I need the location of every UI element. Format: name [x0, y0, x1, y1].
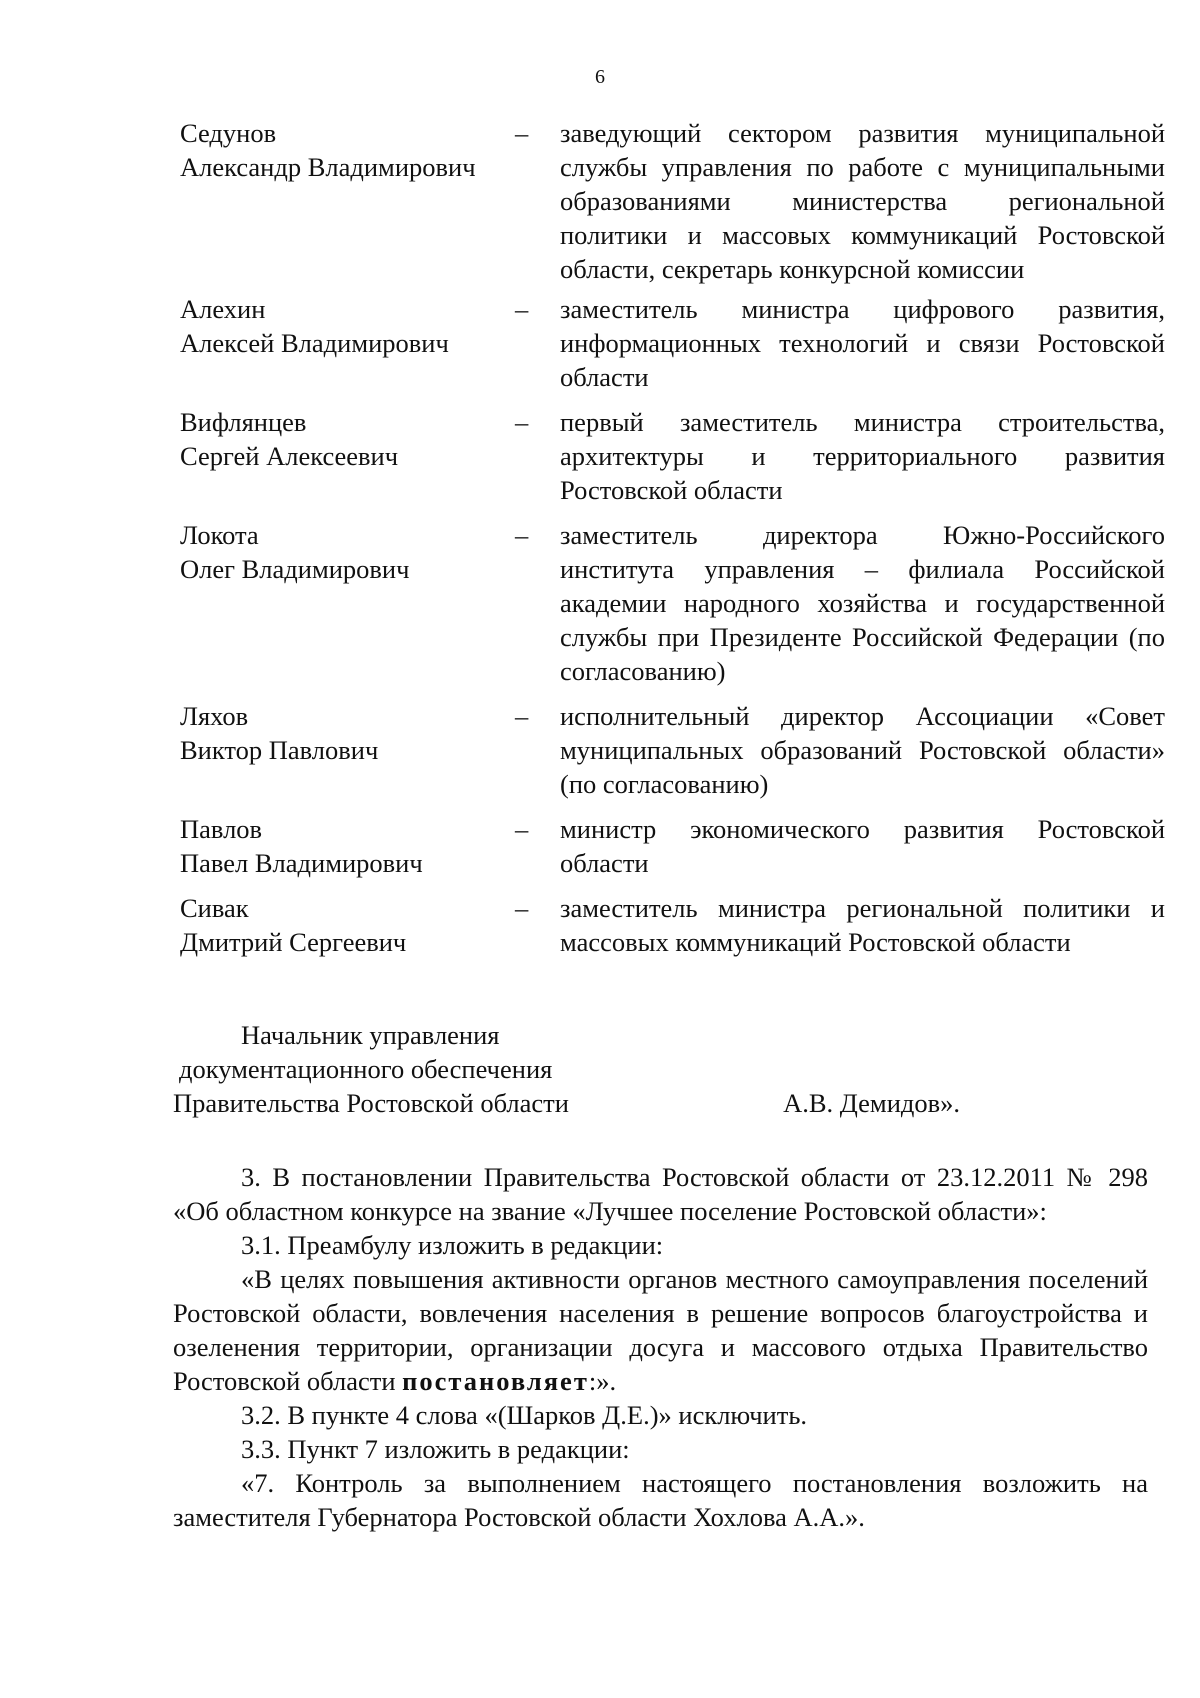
signature-title-line1: Начальник управления: [241, 1020, 500, 1050]
member-row: [180, 405, 1170, 507]
member-name: [180, 405, 515, 507]
paragraph-preamble: [173, 1262, 1148, 1398]
signature-title-line3: Правительства Ростовской области: [173, 1088, 569, 1118]
member-surname: Седунов: [180, 118, 277, 148]
member-row: [180, 518, 1170, 688]
member-position: исполнительный директор Ассоциации «Совет муниципальных образований Ростовской области» (по согласованию): [560, 701, 1165, 799]
dash: –: [515, 407, 529, 437]
member-given-name: Олег Владимирович: [180, 554, 410, 584]
dash: –: [515, 520, 529, 550]
signature-title-line2: документационного обеспечения: [179, 1054, 553, 1084]
paragraph-3-2: 3.2. В пункте 4 слова «(Шарков Д.Е.)» исключить.: [241, 1400, 808, 1430]
paragraph-3-3: 3.3. Пункт 7 изложить в редакции:: [241, 1434, 630, 1464]
member-name: [180, 812, 515, 880]
member-surname: Локота: [180, 520, 259, 550]
paragraph-7: «7. Контроль за выполнением настоящего постановления возложить на заместителя Губернатора Ростовской области Хохлова А.А.».: [173, 1468, 1148, 1532]
member-row: [180, 699, 1170, 801]
member-name: [180, 116, 515, 286]
paragraph-3: 3. В постановлении Правительства Ростовской области от 23.12.2011 № 298 «Об областном конкурсе на звание «Лучшее поселение Ростовской области»:: [173, 1162, 1148, 1226]
member-name: [180, 518, 515, 688]
member-position: министр экономического развития Ростовской области: [560, 814, 1165, 878]
member-row: [180, 891, 1170, 959]
member-given-name: Сергей Алексеевич: [180, 441, 399, 471]
member-name: [180, 292, 515, 394]
member-row: [180, 812, 1170, 880]
member-given-name: Виктор Павлович: [180, 735, 379, 765]
member-surname: Вифлянцев: [180, 407, 307, 437]
member-position: заместитель директора Южно-Российского института управления – филиала Российской академии народного хозяйства и государственной службы при Президенте Российской Федерации (по согласованию): [560, 520, 1165, 686]
preamble-text: «В целях повышения активности органов местного самоуправления поселений Ростовской области, вовлечения населения в решение вопросов благоустройства и озеленения территории, организации досуга и массового отдыха Правительство Ростовской области: [173, 1264, 1148, 1396]
dash: –: [515, 294, 529, 324]
member-name: [180, 699, 515, 801]
member-name: [180, 891, 515, 959]
member-given-name: Дмитрий Сергеевич: [180, 927, 407, 957]
member-row: [180, 292, 1170, 394]
page-number: 6: [595, 66, 605, 88]
document-body: [173, 1160, 1148, 1534]
signature-block: [173, 1018, 1053, 1120]
signature-row: [173, 1086, 1053, 1120]
member-position: заведующий сектором развития муниципальной службы управления по работе с муниципальными образованиями министерства региональной политики и массовых коммуникаций Ростовской области, секретарь конкурсной комиссии: [560, 118, 1165, 284]
dash: –: [515, 814, 529, 844]
dash: –: [515, 893, 529, 923]
member-surname: Сивак: [180, 893, 249, 923]
dash: –: [515, 118, 529, 148]
member-row: [180, 116, 1170, 286]
member-given-name: Александр Владимирович: [180, 152, 476, 182]
member-surname: Павлов: [180, 814, 263, 844]
paragraph-3-1: 3.1. Преамбулу изложить в редакции:: [241, 1230, 664, 1260]
preamble-end: :».: [588, 1366, 617, 1396]
member-position: первый заместитель министра строительства, архитектуры и территориального развития Ростовской области: [560, 407, 1165, 505]
dash: –: [515, 701, 529, 731]
member-given-name: Алексей Владимирович: [180, 328, 449, 358]
commission-members-list: [180, 116, 1170, 970]
member-surname: Алехин: [180, 294, 266, 324]
preamble-bold-word: постановляет: [402, 1366, 589, 1396]
signatory-name: А.В. Демидов».: [783, 1088, 960, 1118]
member-position: заместитель министра региональной политики и массовых коммуникаций Ростовской области: [560, 893, 1165, 957]
member-position: заместитель министра цифрового развития, информационных технологий и связи Ростовской области: [560, 294, 1165, 392]
member-surname: Ляхов: [180, 701, 249, 731]
member-given-name: Павел Владимирович: [180, 848, 423, 878]
